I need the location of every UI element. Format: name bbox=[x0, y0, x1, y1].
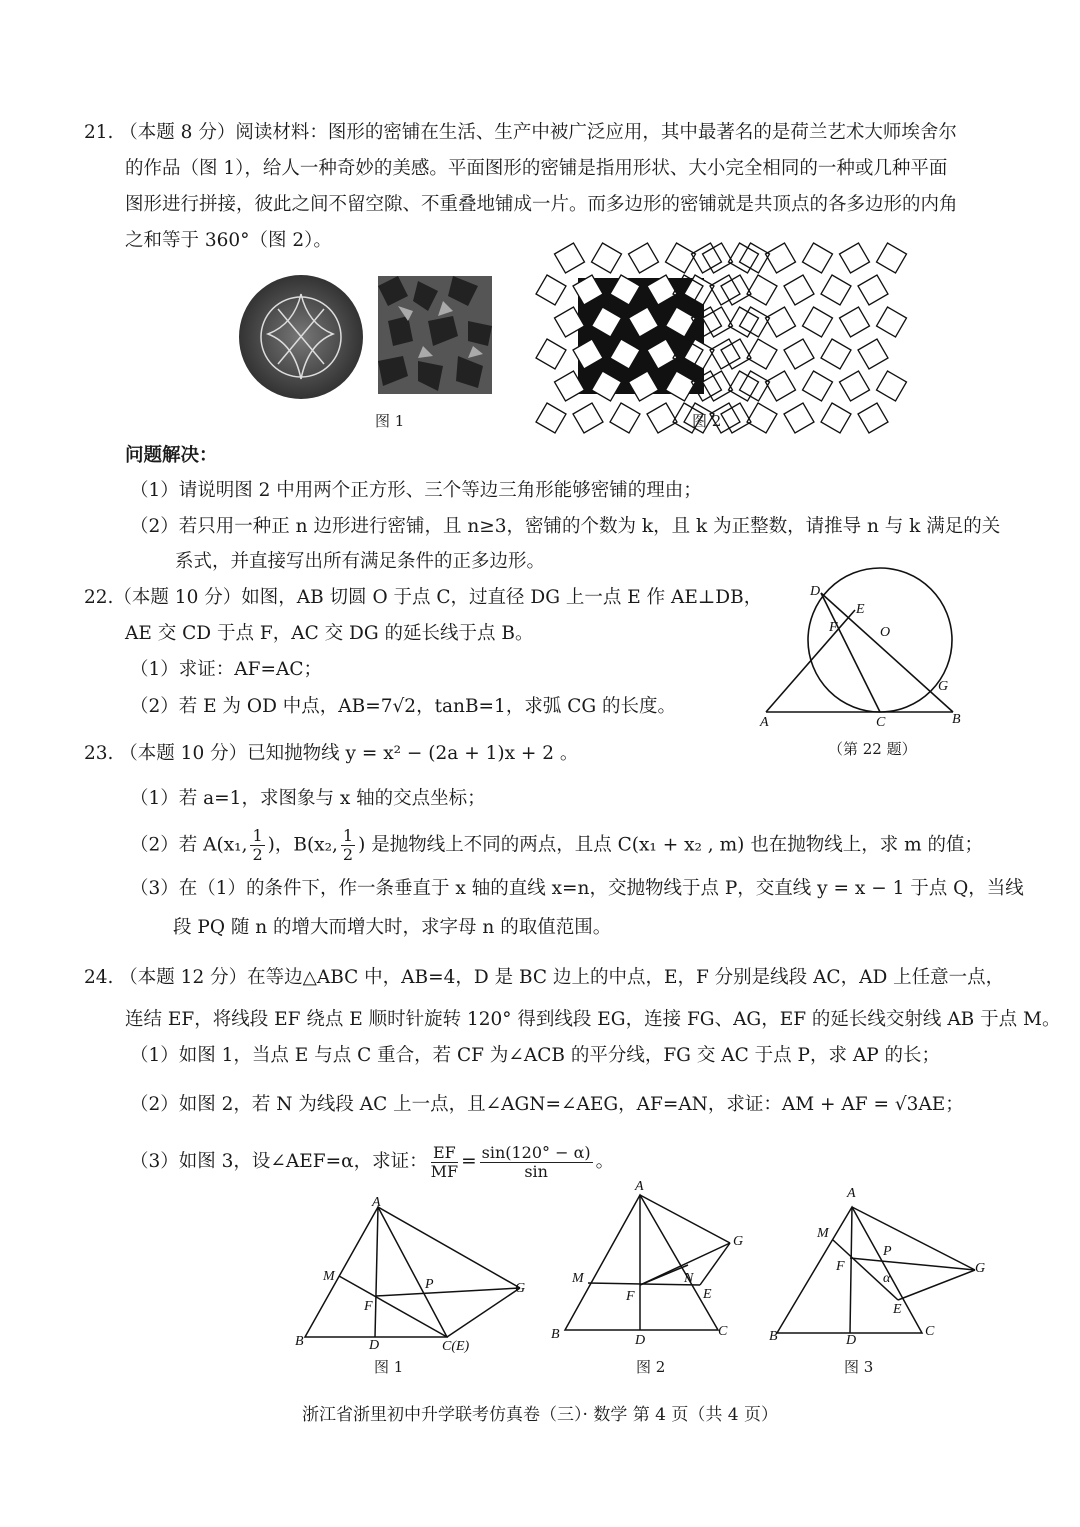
label-G: G bbox=[515, 1281, 526, 1296]
frac-den: MF bbox=[430, 1161, 459, 1181]
frac-den: 2 bbox=[342, 845, 354, 864]
q24-fig2-caption: 图 2 bbox=[636, 1358, 666, 1376]
frac-den: sin bbox=[524, 1161, 548, 1181]
label-D: D bbox=[846, 1333, 857, 1348]
q24-line1: 24. （本题 12 分）在等边△ABC 中，AB=4，D 是 BC 边上的中点，E，F 分别是线段 AC，AD 上任意一点， bbox=[84, 967, 1005, 988]
q22-part2: （2）若 E 为 OD 中点，AB=7√2，tanB=1，求弧 CG 的长度。 bbox=[130, 696, 677, 717]
frac-den: 2 bbox=[252, 845, 263, 864]
label-C: C bbox=[876, 715, 886, 730]
frac-num: 1 bbox=[342, 826, 354, 845]
label-M: M bbox=[323, 1269, 335, 1284]
problem-solving-heading: 问题解决： bbox=[125, 445, 218, 466]
q23-p2-pre: （2）若 A(x₁, bbox=[130, 834, 248, 856]
period: 。 bbox=[595, 1151, 615, 1172]
label-A: A bbox=[635, 1179, 644, 1194]
frac-num: EF bbox=[431, 1144, 458, 1163]
q23-part3a: （3）在（1）的条件下，作一条垂直于 x 轴的直线 x=n，交抛物线于点 P，交直线 y = x − 1 于点 Q，当线 bbox=[130, 878, 1024, 899]
q24-fig3-caption: 图 3 bbox=[844, 1358, 874, 1376]
label-B: B bbox=[551, 1327, 560, 1342]
q23-line1: 23. （本题 10 分）已知抛物线 y = x² − (2a + 1)x + 2 。 bbox=[84, 743, 579, 764]
label-A: A bbox=[760, 715, 769, 730]
fig2-caption: 图 2 bbox=[692, 412, 722, 430]
label-B: B bbox=[295, 1334, 304, 1349]
label-M: M bbox=[572, 1271, 584, 1286]
q24-part1: （1）如图 1，当点 E 与点 C 重合，若 CF 为∠ACB 的平分线，FG 交 AC 于点 P，求 AP 的长； bbox=[130, 1045, 941, 1066]
q21-part2a: （2）若只用一种正 n 边形进行密铺，且 n≥3，密铺的个数为 k，且 k 为正整数，请推导 n 与 k 满足的关 bbox=[130, 516, 1001, 537]
label-P: P bbox=[425, 1277, 434, 1292]
label-O: O bbox=[880, 625, 891, 640]
q21-line4: 之和等于 360°（图 2）。 bbox=[125, 230, 332, 251]
label-B: B bbox=[769, 1329, 778, 1344]
q23-part1: （1）若 a=1，求图象与 x 轴的交点坐标； bbox=[130, 788, 486, 809]
q21-part1: （1）请说明图 2 中用两个正方形、三个等边三角形能够密铺的理由； bbox=[130, 480, 702, 501]
frac-num: sin(120° − α) bbox=[481, 1142, 591, 1162]
label-E: E bbox=[893, 1302, 902, 1317]
label-G: G bbox=[975, 1261, 986, 1276]
label-D: D bbox=[369, 1338, 380, 1353]
label-F: F bbox=[836, 1259, 845, 1274]
label-D: D bbox=[635, 1333, 646, 1348]
label-E: E bbox=[703, 1287, 712, 1302]
label-A: A bbox=[847, 1186, 856, 1201]
label-G: G bbox=[938, 679, 949, 694]
label-E: E bbox=[856, 602, 865, 617]
equals: = bbox=[461, 1151, 477, 1172]
q23-part3b: 段 PQ 随 n 的增大而增大时，求字母 n 的取值范围。 bbox=[173, 917, 612, 938]
label-C: C bbox=[718, 1324, 728, 1339]
label-A: A bbox=[372, 1195, 381, 1210]
q23-p2-post: ) 是抛物线上不同的两点，且点 C(x₁ + x₂ , m) 也在抛物线上，求 m 的值； bbox=[358, 834, 984, 856]
fig3-labels bbox=[769, 1186, 985, 1348]
q22-line2: AE 交 CD 于点 F，AC 交 DG 的延长线于点 B。 bbox=[125, 623, 534, 644]
page-footer: 浙江省浙里初中升学联考仿真卷（三）· 数学 第 4 页（共 4 页） bbox=[302, 1405, 778, 1425]
fig1-labels bbox=[295, 1195, 525, 1354]
q24-part2: （2）如图 2，若 N 为线段 AC 上一点，且∠AGN=∠AEG，AF=AN，求证：AM + AF = √3AE； bbox=[130, 1094, 964, 1115]
label-P: P bbox=[883, 1244, 892, 1259]
label-F: F bbox=[364, 1299, 373, 1314]
label-D: D bbox=[810, 584, 821, 599]
label-C: C(E) bbox=[442, 1339, 470, 1354]
q21-line3: 图形进行拼接，彼此之间不留空隙、不重叠地铺成一片。而多边形的密铺就是共顶点的各多边形的内角 bbox=[125, 194, 958, 215]
label-alpha: α bbox=[883, 1271, 891, 1286]
q22-part1: （1）求证：AF=AC； bbox=[130, 659, 322, 680]
label-C: C bbox=[925, 1324, 935, 1339]
label-F: F bbox=[829, 620, 838, 635]
q22-caption: （第 22 题） bbox=[828, 740, 917, 758]
q23-p2-mid: )，B(x₂, bbox=[267, 834, 338, 856]
label-F: F bbox=[626, 1289, 635, 1304]
q24-p3-pre: （3）如图 3，设∠AEF=α，求证： bbox=[130, 1151, 428, 1172]
q24-fig1-caption: 图 1 bbox=[374, 1358, 404, 1376]
label-G: G bbox=[733, 1234, 744, 1249]
q24-line2: 连结 EF，将线段 EF 绕点 E 顺时针旋转 120° 得到线段 EG，连接 FG、AG，EF 的延长线交射线 AB 于点 M。 bbox=[125, 1009, 1061, 1030]
q21-line2: 的作品（图 1），给人一种奇妙的美感。平面图形的密铺是指用形状、大小完全相同的一种或几种平面 bbox=[125, 158, 948, 179]
label-B: B bbox=[952, 712, 961, 727]
label-N: N bbox=[684, 1271, 694, 1286]
q22-line1: 22.（本题 10 分）如图，AB 切圆 O 于点 C，过直径 DG 上一点 E 作 AE⊥DB， bbox=[84, 587, 763, 608]
frac-num: 1 bbox=[252, 826, 263, 845]
label-M: M bbox=[817, 1226, 829, 1241]
q21-line1: 21. （本题 8 分）阅读材料：图形的密铺在生活、生产中被广泛应用，其中最著名的是荷兰艺术大师埃舍尔 bbox=[84, 122, 957, 143]
q21-part2b: 系式，并直接写出所有满足条件的正多边形。 bbox=[175, 551, 546, 572]
fig1-caption: 图 1 bbox=[375, 412, 405, 430]
